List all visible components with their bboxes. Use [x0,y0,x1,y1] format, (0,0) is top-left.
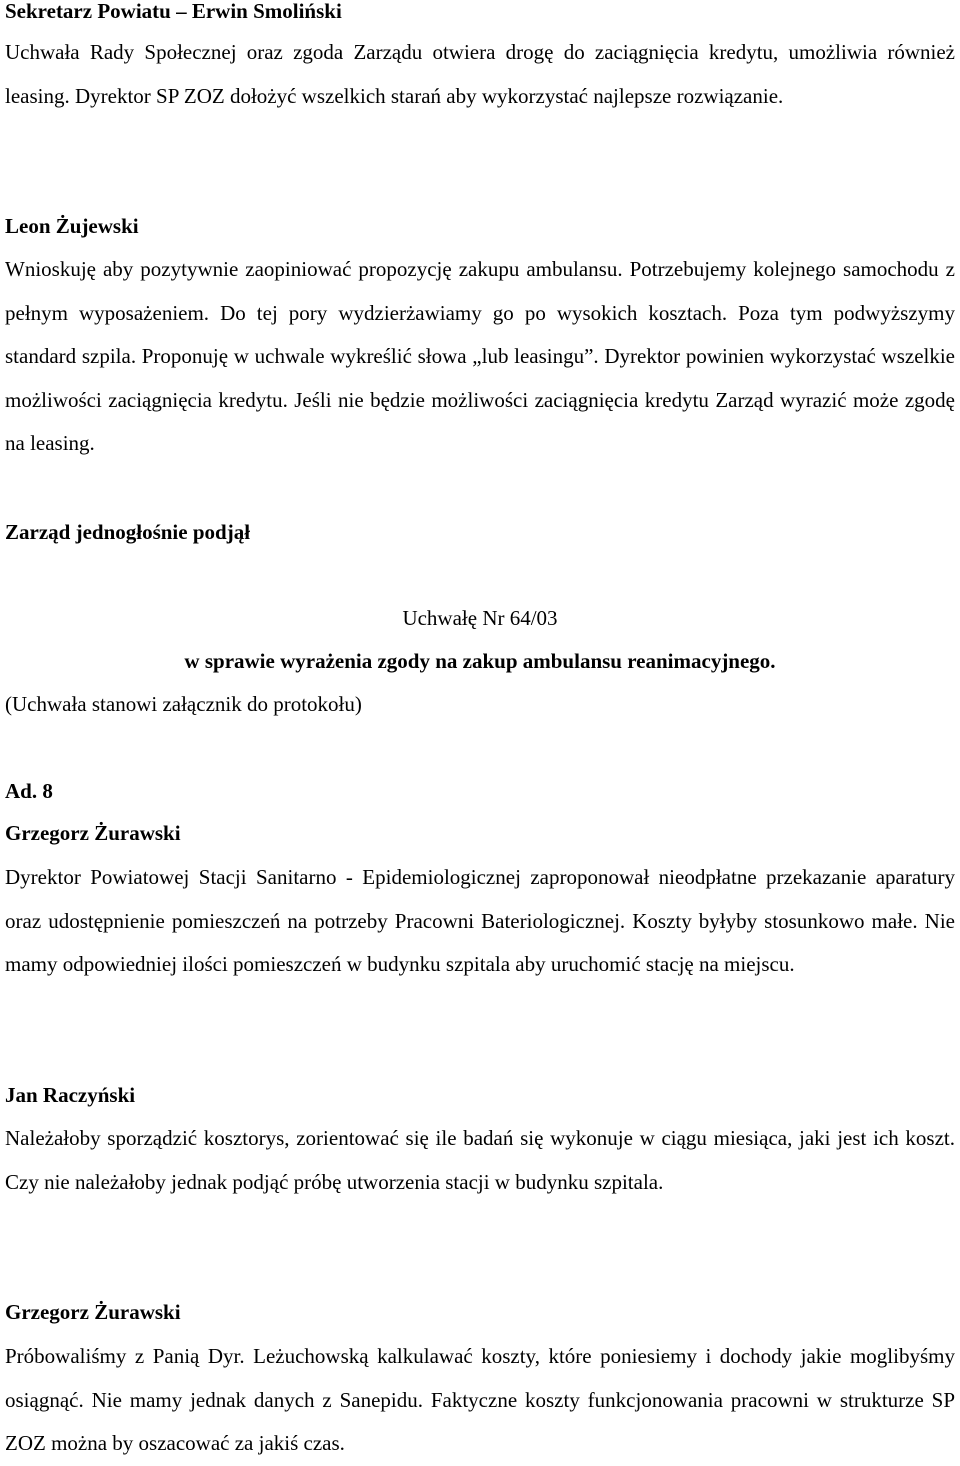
statement-paragraph: Należałoby sporządzić kosztorys, zorientować się ile badań się wykonuje w ciągu miesiąca, jaki jest ich koszt. Czy nie należałoby jednak podjąć próbę utworzenia stacji w budynku szpitala. [5,1126,955,1194]
speaker-name: Leon Żujewski [5,214,139,238]
speaker-name: Jan Raczyński [5,1083,136,1107]
speaker-name: Grzegorz Żurawski [5,821,181,845]
decision-heading: Zarząd jednogłośnie podjął [5,520,251,544]
statement-paragraph: Uchwała Rady Społecznej oraz zgoda Zarządu otwiera drogę do zaciągnięcia kredytu, umożliwia również leasing. Dyrektor SP ZOZ dołożyć wszelkich starań aby wykorzystać najlepsze rozwiązanie. [5,40,955,108]
statement-paragraph: Próbowaliśmy z Panią Dyr. Leżuchowską kalkulawać koszty, które poniesiemy i dochody jakie moglibyśmy osiągnąć. Nie mamy jednak danych z Sanepidu. Faktyczne koszty funkcjonowania pracowni w strukturze SP ZOZ można by oszacować za jakiś czas. [5,1344,955,1455]
speaker-name: Grzegorz Żurawski [5,1300,181,1324]
speaker-name: Sekretarz Powiatu – Erwin Smoliński [5,0,342,23]
statement-paragraph: Wnioskuję aby pozytywnie zaopiniować propozycję zakupu ambulansu. Potrzebujemy kolejnego samochodu z pełnym wyposażeniem. Do tej pory wydzierżawiamy go po wysokich kosztach. Poza tym podwyższymy standard szpila. Proponuję w uchwale wykreślić słowa „lub leasingu”. Dyrektor powinien wykorzystać wszelkie możliwości zaciągnięcia kredytu. Jeśli nie będzie możliwości zaciągnięcia kredytu Zarząd wyrazić może zgodę na leasing. [5,257,955,455]
statement-paragraph: Dyrektor Powiatowej Stacji Sanitarno - Epidemiologicznej zaproponował nieodpłatne przekazanie aparatury oraz udostępnienie pomieszczeń na potrzeby Pracowni Bateriologicznej. Koszty byłyby stosunkowo małe. Nie mamy odpowiedniej ilości pomieszczeń w budynku szpitala aby uruchomić stację na miejscu. [5,865,955,976]
resolution-title: Uchwałę Nr 64/03 [402,606,558,630]
resolution-note: (Uchwała stanowi załącznik do protokołu) [5,692,362,716]
resolution-subject: w sprawie wyrażenia zgody na zakup ambulansu reanimacyjnego. [184,649,776,673]
agenda-item-heading: Ad. 8 [5,779,53,803]
